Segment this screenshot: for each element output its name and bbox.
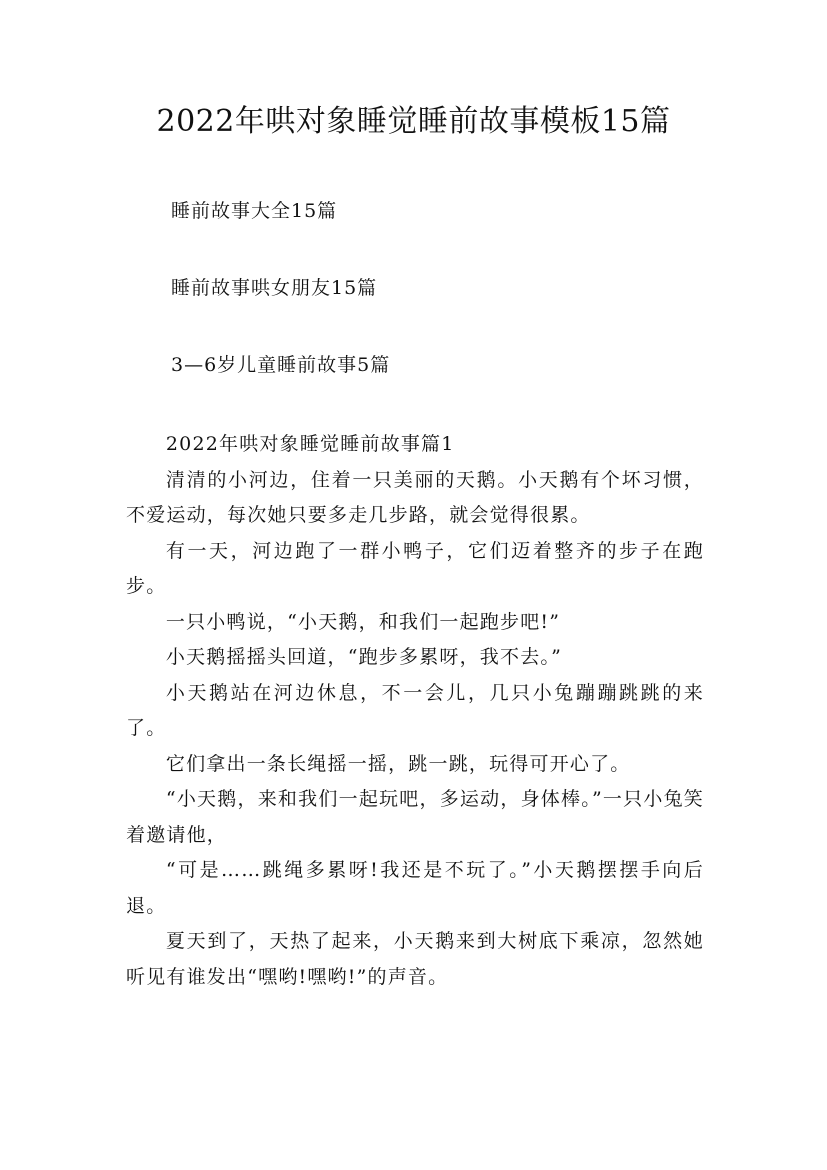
paragraph-4: 小天鹅摇摇头回道，“跑步多累呀，我不去。” <box>165 646 563 668</box>
paragraph-5: 小天鹅站在河边休息，不一会儿，几只小兔蹦蹦跳跳的来了。 <box>126 681 704 739</box>
paragraph-3: 一只小鸭说，“小天鹅，和我们一起跑步吧!” <box>165 610 561 633</box>
paragraph-7: “小天鹅，来和我们一起玩吧，多运动，身体棒。”一只小兔笑着邀请他， <box>126 788 704 846</box>
toc-item-1: 睡前故事大全15篇 <box>171 200 338 222</box>
paragraph-9: 夏天到了，天热了起来，小天鹅来到大树底下乘凉，忽然她听见有谁发出“嘿哟!嘿哟!”的声音。 <box>126 930 704 988</box>
story-body <box>126 427 704 995</box>
toc-item-3: 3—6岁儿童睡前故事5篇 <box>171 354 391 376</box>
paragraph-6: 它们拿出一条长绳摇一摇，跳一跳，玩得可开心了。 <box>165 752 631 775</box>
document-title: 2022年哄对象睡觉睡前故事模板15篇 <box>156 104 671 139</box>
paragraph-1: 清清的小河边，住着一只美丽的天鹅。小天鹅有个坏习惯，不爱运动，每次她只要多走几步路，就会觉得很累。 <box>126 468 704 526</box>
paragraph-8: “可是……跳绳多累呀!我还是不玩了。”小天鹅摆摆手向后退。 <box>126 859 704 917</box>
section-heading: 2022年哄对象睡觉睡前故事篇1 <box>165 433 455 455</box>
paragraph-2: 有一天，河边跑了一群小鸭子，它们迈着整齐的步子在跑步。 <box>126 539 704 597</box>
toc-item-2: 睡前故事哄女朋友15篇 <box>171 277 378 299</box>
